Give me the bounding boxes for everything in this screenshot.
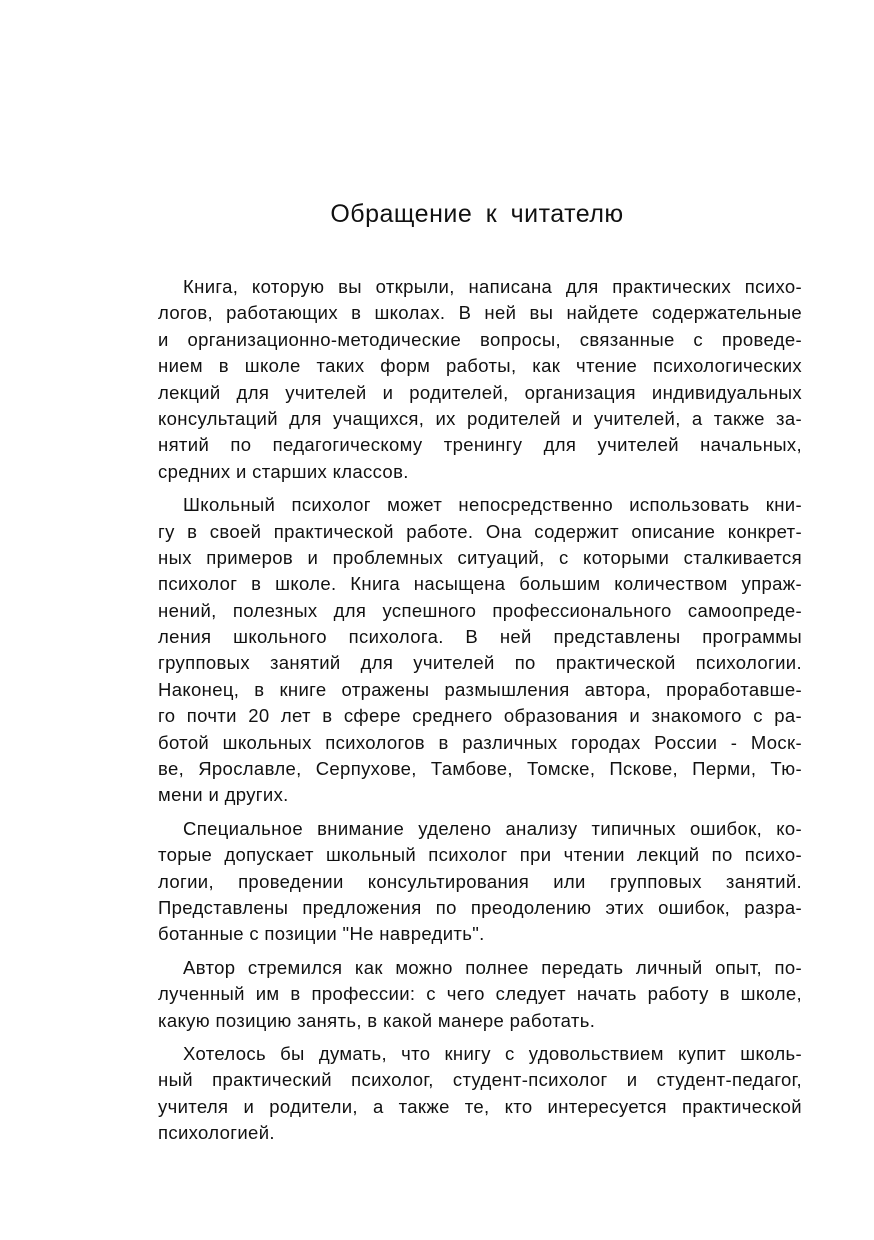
text-line: ный практический психолог, студент-психолог и студент-педагог,	[158, 1069, 802, 1091]
paragraph-2	[158, 492, 802, 809]
text-line: Автор стремился как можно полнее передать личный опыт, по-	[183, 956, 802, 978]
text-line: нием в школе таких форм работы, как чтение психологических	[158, 355, 802, 377]
text-line: консультаций для учащихся, их родителей и учителей, а также за-	[158, 407, 802, 429]
text-line: ве, Ярославле, Серпухове, Тамбове, Томске, Пскове, Перми, Тю-	[158, 758, 802, 780]
text-line: нений, полезных для успешного профессионального самоопреде-	[158, 599, 802, 621]
text-line: Специальное внимание уделено анализу типичных ошибок, ко-	[183, 817, 802, 839]
text-line: го почти 20 лет в сфере среднего образования и знакомого с ра-	[158, 705, 802, 727]
text-line: Представлены предложения по преодолению этих ошибок, разра-	[158, 896, 802, 918]
text-line: ления школьного психолога. В ней представлены программы	[158, 626, 802, 648]
text-line: мени и других.	[158, 784, 289, 806]
text-line: лекций для учителей и родителей, организация индивидуальных	[158, 381, 802, 403]
text-line: учителя и родители, а также те, кто интересуется практической	[158, 1095, 802, 1117]
text-line: Наконец, в книге отражены размышления автора, проработавше-	[158, 678, 802, 700]
text-line: психологией.	[158, 1122, 275, 1144]
text-line: гу в своей практической работе. Она содержит описание конкрет-	[158, 520, 802, 542]
text-line: средних и старших классов.	[158, 460, 409, 482]
text-line: логии, проведении консультирования или групповых занятий.	[158, 870, 802, 892]
text-line: ботой школьных психологов в различных городах России - Моск-	[158, 731, 802, 753]
text-line: лученный им в профессии: с чего следует начать работу в школе,	[158, 983, 802, 1005]
text-line: групповых занятий для учителей по практической психологии.	[158, 652, 802, 674]
text-line: нятий по педагогическому тренингу для учителей начальных,	[158, 434, 802, 456]
paragraph-3	[158, 816, 802, 948]
text-line: психолог в школе. Книга насыщена большим количеством упраж-	[158, 573, 802, 595]
text-line: логов, работающих в школах. В ней вы найдете содержательные	[158, 302, 802, 324]
text-line: и организационно-методические вопросы, связанные с проведе-	[158, 328, 802, 350]
paragraph-5	[158, 1041, 802, 1147]
paragraph-4	[158, 955, 802, 1034]
text-line: торые допускает школьный психолог при чтении лекций по психо-	[158, 844, 802, 866]
text-line: ботанные с позиции "Не навредить".	[158, 923, 485, 945]
text-line: ных примеров и проблемных ситуаций, с которыми сталкивается	[158, 546, 802, 568]
text-line: какую позицию занять, в какой манере работать.	[158, 1009, 596, 1031]
text-line: Школьный психолог может непосредственно использовать кни-	[183, 494, 802, 516]
page-title: Обращение к читателю	[330, 200, 624, 228]
body-text	[158, 274, 802, 1154]
text-line: Хотелось бы думать, что книгу с удовольствием купит школь-	[183, 1042, 802, 1064]
paragraph-1	[158, 274, 802, 485]
text-line: Книга, которую вы открыли, написана для практических психо-	[183, 276, 802, 297]
